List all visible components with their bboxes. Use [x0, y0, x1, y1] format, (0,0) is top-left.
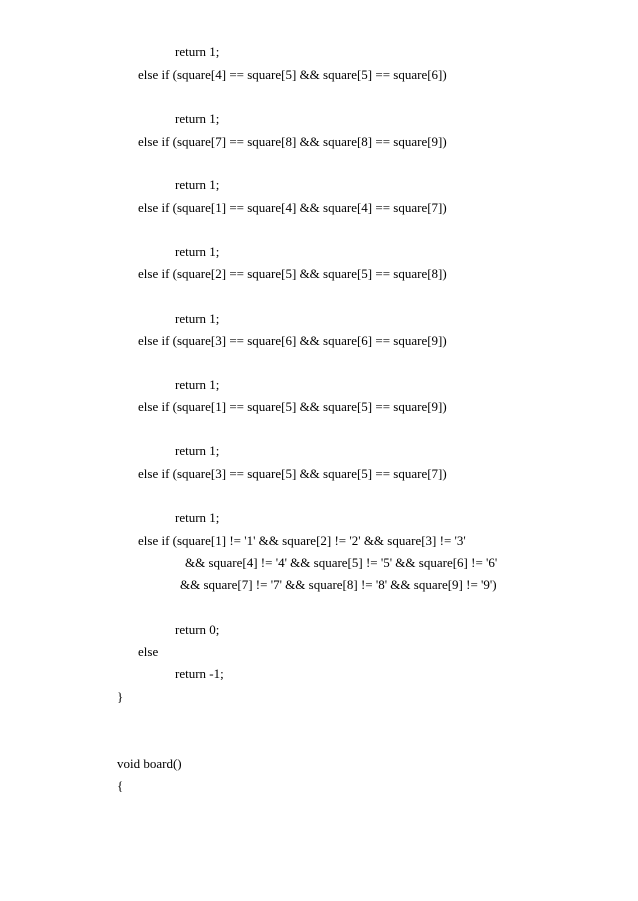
code-line: else if (square[7] == square[8] && square[8] == square[9])	[138, 134, 447, 149]
code-line: return 1;	[175, 44, 220, 59]
opening-brace: {	[117, 778, 124, 793]
code-line: else if (square[2] == square[5] && square[5] == square[8])	[138, 266, 447, 281]
code-line: return 1;	[175, 510, 220, 525]
code-line: else	[138, 644, 159, 659]
code-line: else if (square[3] == square[5] && square[5] == square[7])	[138, 466, 447, 481]
function-signature: void board()	[117, 756, 182, 771]
code-line: else if (square[4] == square[5] && square[5] == square[6])	[138, 67, 447, 82]
code-line: else if (square[1] != '1' && square[2] != '2' && square[3] != '3'	[138, 533, 466, 548]
code-line: return -1;	[175, 666, 224, 681]
code-line: else if (square[3] == square[6] && square[6] == square[9])	[138, 333, 447, 348]
code-line: else if (square[1] == square[5] && square[5] == square[9])	[138, 399, 447, 414]
code-line: return 1;	[175, 244, 220, 259]
code-line: return 1;	[175, 177, 220, 192]
code-line: return 0;	[175, 622, 220, 637]
code-line: && square[7] != '7' && square[8] != '8' && square[9] != '9')	[180, 577, 497, 592]
code-line: else if (square[1] == square[4] && square[4] == square[7])	[138, 200, 447, 215]
closing-brace: }	[117, 689, 124, 704]
code-line: return 1;	[175, 311, 220, 326]
code-line: return 1;	[175, 111, 220, 126]
code-line: return 1;	[175, 443, 220, 458]
code-line: && square[4] != '4' && square[5] != '5' && square[6] != '6'	[185, 555, 498, 570]
code-line: return 1;	[175, 377, 220, 392]
